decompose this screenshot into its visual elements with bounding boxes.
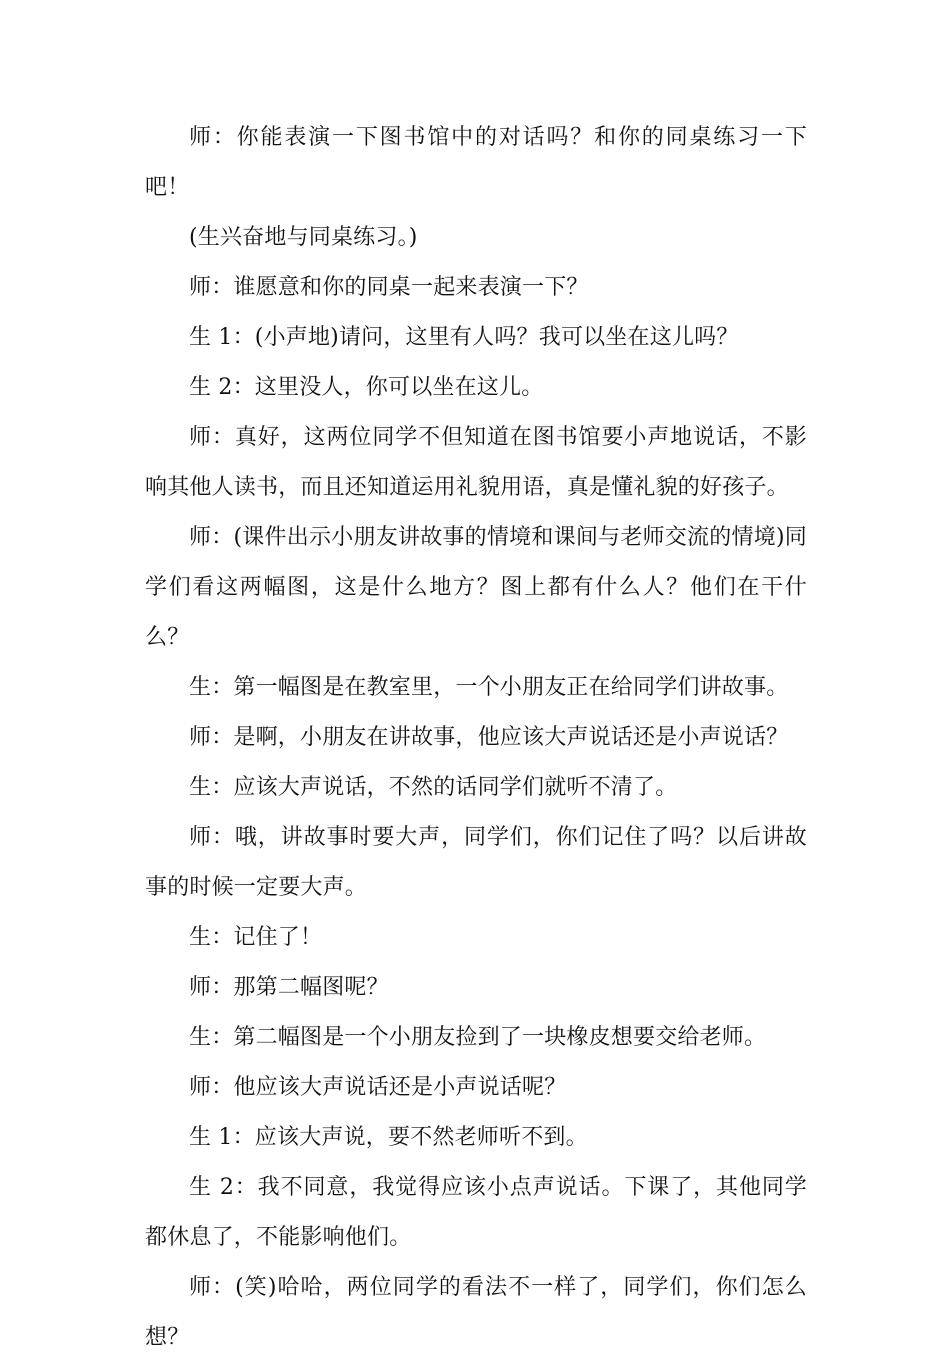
paragraph: 师：谁愿意和你的同桌一起来表演一下？ — [189, 275, 589, 300]
paragraph: 师：真好，这两位同学不但知道在图书馆要小声地说话，不影响其他人读书，而且还知道运用礼貌用语，真是懂礼貌的好孩子。 — [145, 425, 807, 500]
paragraph: 师：哦，讲故事时要大声，同学们，你们记住了吗？以后讲故事的时候一定要大声。 — [145, 825, 807, 900]
paragraph: 师：那第二幅图呢？ — [189, 975, 389, 1000]
paragraph: 生 1：应该大声说，要不然老师听不到。 — [189, 1125, 588, 1150]
paragraph: 生：应该大声说话，不然的话同学们就听不清了。 — [189, 775, 678, 800]
paragraph: 师：是啊，小朋友在讲故事，他应该大声说话还是小声说话？ — [189, 725, 789, 750]
paragraph: (生兴奋地与同桌练习。) — [189, 225, 418, 250]
paragraph: 生 1：(小声地)请问，这里有人吗？我可以坐在这儿吗？ — [189, 325, 739, 350]
paragraph: 师：(笑)哈哈，两位同学的看法不一样了，同学们，你们怎么想？ — [145, 1275, 807, 1350]
paragraph: 生 2：这里没人，你可以坐在这儿。 — [189, 375, 544, 400]
document-page — [145, 113, 807, 1363]
paragraph: 生 2：我不同意，我觉得应该小点声说话。下课了，其他同学都休息了，不能影响他们。 — [145, 1175, 807, 1250]
paragraph: 生：第一幅图是在教室里，一个小朋友正在给同学们讲故事。 — [189, 675, 789, 700]
paragraph: 师：他应该大声说话还是小声说话呢？ — [189, 1075, 567, 1100]
paragraph: 师：你能表演一下图书馆中的对话吗？和你的同桌练习一下吧！ — [145, 125, 807, 200]
paragraph: 师：(课件出示小朋友讲故事的情境和课间与老师交流的情境)同学们看这两幅图，这是什么地方？图上都有什么人？他们在干什么？ — [145, 525, 807, 650]
paragraph: 生：记住了！ — [189, 925, 323, 950]
paragraph: 生：第二幅图是一个小朋友捡到了一块橡皮想要交给老师。 — [189, 1025, 767, 1050]
